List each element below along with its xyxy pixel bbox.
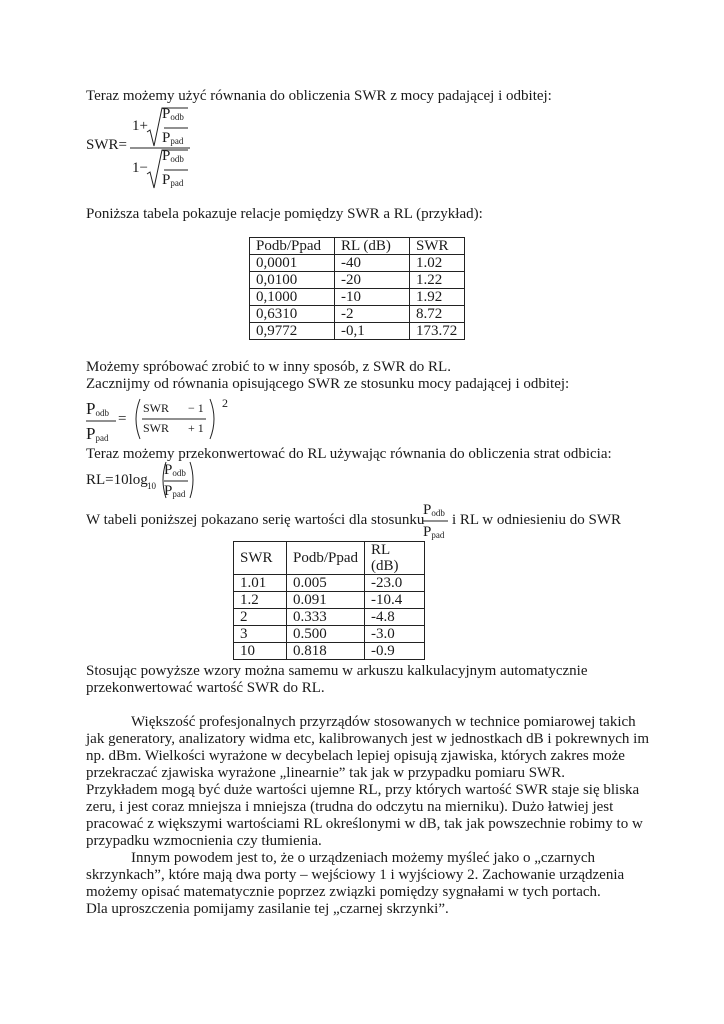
table-cell: -23.0 [365, 575, 425, 592]
body-line: Dla uproszczenia pomijamy zasilanie tej „czarnej skrzynki”. [86, 901, 449, 917]
fraction-bottom-den: $P_{pad}$ [162, 172, 184, 188]
ratio-den: $P_{pad}$ [86, 424, 109, 443]
table-cell: 0.818 [287, 643, 365, 660]
body-line: skrzynkach”, które mają dwa porty – wejściowy 1 i wyjściowy 2. Zachowanie urządzenia [86, 867, 625, 883]
rl-right-paren [188, 460, 198, 500]
paragraph-intro: Teraz możemy użyć równania do obliczenia SWR z mocy padającej i odbitej: [86, 88, 552, 104]
table-row [250, 306, 465, 323]
table-cell: 1.02 [410, 255, 465, 272]
table-cell: 1.2 [234, 592, 287, 609]
body-line: możemy opisać matematycznie poprzez związki pomiędzy sygnałami w tych portach. [86, 884, 601, 900]
table-header-cell: SWR [410, 238, 465, 255]
formula-num-prefix: 1+ [132, 118, 148, 134]
series-text-before: W tabeli poniższej pokazano serię wartości dla stosunku [86, 512, 425, 528]
swr-den-label: SWR [143, 421, 170, 435]
table-header-row [250, 238, 465, 255]
table-row [234, 575, 425, 592]
rl-ratio-num: $P_{odb}$ [164, 462, 186, 478]
ratio-bar [86, 420, 118, 423]
table-row [234, 609, 425, 626]
equals-sign: = [118, 411, 127, 427]
right-paren [208, 397, 220, 441]
exponent: 2 [222, 396, 228, 410]
table-row [250, 289, 465, 306]
table-cell: 10 [234, 643, 287, 660]
paragraph-start-equation: Zacznijmy od równania opisującego SWR ze stosunku mocy padającej i odbitej: [86, 376, 570, 392]
paragraph-alt-approach: Możemy spróbować zrobić to w inny sposób, z SWR do RL. [86, 359, 451, 375]
formula-den-prefix: 1− [132, 160, 148, 176]
body-line: zeru, i jest coraz mniejsza i mniejsza (trudna do odczytu na mierniku). Dużo łatwiej jest [86, 799, 614, 815]
inline-ratio-bar [422, 520, 450, 523]
plus-one: + 1 [188, 421, 204, 435]
rl-ratio-den: $P_{pad}$ [164, 483, 186, 499]
paragraph-table-intro: Poniższa tabela pokazuje relacje pomiędzy SWR a RL (przykład): [86, 206, 483, 222]
table-cell: 0.091 [287, 592, 365, 609]
body-line: np. dBm. Wielkości wyrażone w decybelach lepiej opisują zjawiska, których zakres może [86, 748, 625, 764]
table-cell: -20 [335, 272, 410, 289]
table-cell: -4.8 [365, 609, 425, 626]
table-cell: -0.9 [365, 643, 425, 660]
paragraph-series [86, 512, 424, 529]
fraction-top-num: $P_{odb}$ [162, 106, 184, 122]
table-row [250, 272, 465, 289]
table-cell: -2 [335, 306, 410, 323]
table-cell: 0,0001 [250, 255, 335, 272]
body-line: jak generatory, analizatory widma etc, kalibrowanych jest w jednostkach dB i pokrewnych im [86, 731, 650, 747]
table-cell: 0.333 [287, 609, 365, 626]
table-row [250, 255, 465, 272]
table-header-cell: RL (dB) [365, 542, 425, 575]
swr-series-table [233, 541, 425, 660]
table-cell: -10 [335, 289, 410, 306]
paragraph-spreadsheet-1: Stosując powyższe wzory można samemu w arkuszu kalkulacyjnym automatycznie [86, 663, 588, 679]
table-header-row [234, 542, 425, 575]
table-cell: 1.92 [410, 289, 465, 306]
body-line: Innym powodem jest to, że o urządzeniach możemy myśleć jako o „czarnych [131, 850, 595, 866]
swr-rl-table [249, 237, 465, 340]
table-cell: 0,1000 [250, 289, 335, 306]
table-cell: 0,9772 [250, 323, 335, 340]
table-row [250, 323, 465, 340]
paragraph-spreadsheet-2: przekonwertować wartość SWR do RL. [86, 680, 325, 696]
paragraph-convert-rl: Teraz możemy przekonwertować do RL używając równania do obliczenia strat odbicia: [86, 446, 612, 462]
table-row [234, 592, 425, 609]
log-base: 10 [147, 481, 156, 491]
body-line: Przykładem mogą być duże wartości ujemne RL, przy których wartość SWR staje się bliska [86, 782, 640, 798]
table-cell: 0,0100 [250, 272, 335, 289]
minus-one: − 1 [188, 401, 204, 415]
formula-lhs: SWR= [86, 137, 127, 153]
table-cell: 0.500 [287, 626, 365, 643]
ratio-num: $P_{odb}$ [86, 399, 109, 418]
body-line: pracować z większymi wartościami RL określonymi w dB, tak jak powszechnie robimy to w [86, 816, 643, 832]
table-cell: -0,1 [335, 323, 410, 340]
table-row [234, 626, 425, 643]
table-header-cell: RL (dB) [335, 238, 410, 255]
series-text-after: i RL w odniesieniu do SWR [452, 512, 622, 528]
fraction-top-den: $P_{pad}$ [162, 130, 184, 146]
left-paren [130, 397, 142, 441]
table-header-cell: SWR [234, 542, 287, 575]
fraction-bottom-num: $P_{odb}$ [162, 148, 184, 164]
table-cell: -10.4 [365, 592, 425, 609]
table-cell: 3 [234, 626, 287, 643]
rl-lhs: RL=10log [86, 472, 148, 488]
table-header-cell: Podb/Ppad [287, 542, 365, 575]
table-cell: -40 [335, 255, 410, 272]
inline-ratio-den: $P_{pad}$ [423, 524, 445, 540]
body-line: przypadku wzmocnienia czy tłumienia. [86, 833, 322, 849]
table-cell: 0.005 [287, 575, 365, 592]
table-header-cell: Podb/Ppad [250, 238, 335, 255]
table-row [234, 643, 425, 660]
table-cell: -3.0 [365, 626, 425, 643]
table-cell: 2 [234, 609, 287, 626]
swr-num-label: SWR [143, 401, 170, 415]
body-line: Większość profesjonalnych przyrządów stosowanych w technice pomiarowej takich [131, 714, 636, 730]
body-line: przekraczać zjawiska wyrażone „linearnie” tak jak w przypadku pomiaru SWR. [86, 765, 565, 781]
table-cell: 1.01 [234, 575, 287, 592]
table-cell: 1.22 [410, 272, 465, 289]
inline-ratio-num: $P_{odb}$ [423, 502, 445, 518]
table-cell: 173.72 [410, 323, 465, 340]
table-cell: 0,6310 [250, 306, 335, 323]
table-cell: 8.72 [410, 306, 465, 323]
